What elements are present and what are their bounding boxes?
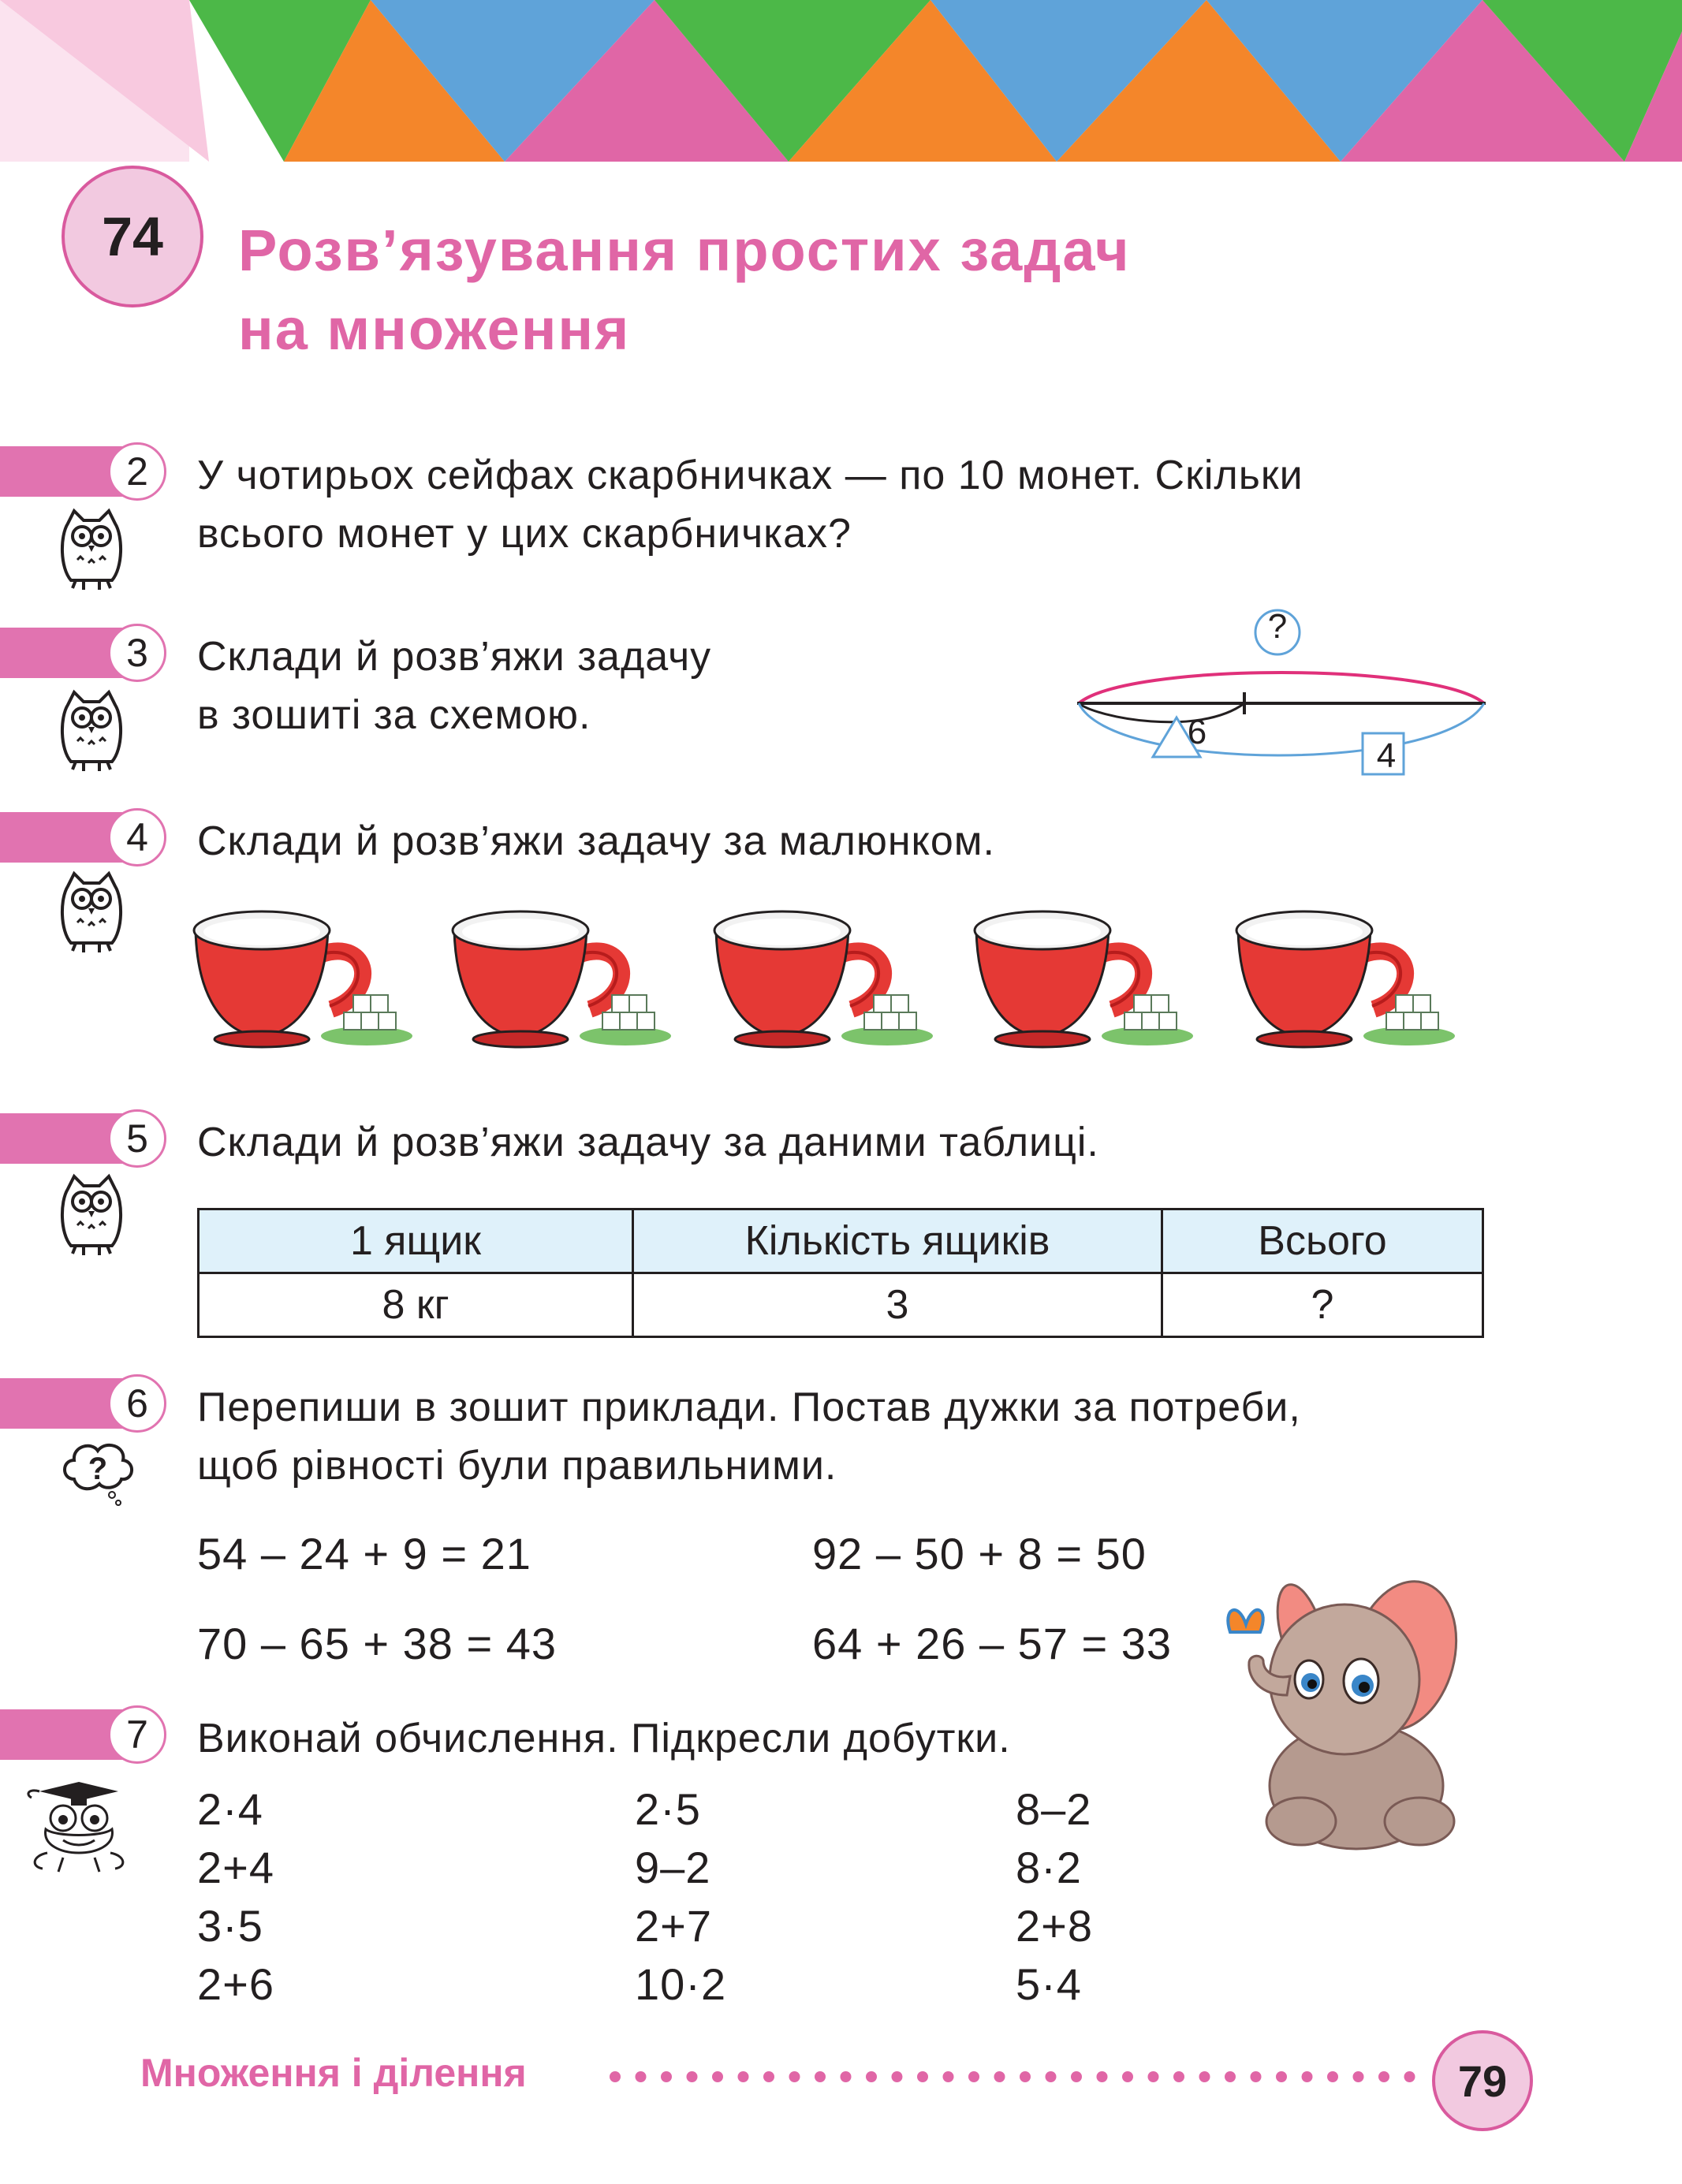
owl-icon	[57, 686, 126, 774]
frog-icon	[24, 1774, 134, 1877]
example-1: 54 – 24 + 9 = 21	[197, 1529, 531, 1578]
owl-icon	[57, 867, 126, 956]
table-cell: 8 кг	[199, 1273, 633, 1337]
top-banner	[0, 0, 1682, 162]
task-2-number: 2	[108, 442, 166, 501]
calc-column-3	[1016, 1780, 1093, 2014]
example-2: 92 – 50 + 8 = 50	[812, 1529, 1147, 1578]
task-7-number: 7	[108, 1705, 166, 1764]
calc-item: 3·5	[197, 1901, 263, 1951]
calc-item: 2+4	[197, 1843, 274, 1892]
owl-icon	[57, 505, 126, 593]
scheme-question: ?	[1267, 607, 1288, 646]
lesson-number-badge: 74	[62, 166, 203, 307]
calc-column-1	[197, 1780, 274, 2014]
task-3-number: 3	[108, 624, 166, 682]
footer-section-title: Множення і ділення	[140, 2051, 527, 2095]
task-6-text: Перепиши в зошит приклади. Постав дужки за потреби, щоб рівності були правильними.	[197, 1385, 1301, 1489]
calc-item: 10·2	[635, 1959, 727, 2009]
table-header: Всього	[1162, 1209, 1483, 1273]
calc-item: 9–2	[635, 1843, 711, 1892]
calc-item: 2+6	[197, 1959, 274, 2009]
example-4: 64 + 26 – 57 = 33	[812, 1619, 1173, 1668]
footer-dots	[607, 2069, 1419, 2085]
example-3: 70 – 65 + 38 = 43	[197, 1619, 558, 1668]
calc-item: 2·4	[197, 1784, 263, 1834]
task-5-text: Склади й розв’яжи задачу за даними таблиці.	[197, 1120, 1099, 1165]
task-5-number: 5	[108, 1109, 166, 1168]
calc-item: 8·2	[1016, 1843, 1082, 1892]
calc-item: 2+8	[1016, 1901, 1093, 1951]
cups-illustration	[189, 907, 1498, 1057]
svg-text:?: ?	[88, 1452, 108, 1486]
task-2-text: У чотирьох сейфах скарбничках — по 10 монет. Скільки всього монет у цих скарбничках?	[197, 453, 1303, 557]
task-6-number: 6	[108, 1374, 166, 1433]
task-7-text: Виконай обчислення. Підкресли добутки.	[197, 1716, 1011, 1761]
page-number: 79	[1432, 2030, 1533, 2131]
elephant-illustration	[1214, 1561, 1498, 1861]
calc-column-2	[635, 1780, 726, 2014]
calc-item: 2+7	[635, 1901, 712, 1951]
table-cell: ?	[1162, 1273, 1483, 1337]
calc-item: 5·4	[1016, 1959, 1082, 2009]
data-table	[197, 1208, 1484, 1338]
task-4-number: 4	[108, 808, 166, 867]
scheme-part2: 4	[1376, 736, 1397, 775]
table-header: 1 ящик	[199, 1209, 633, 1273]
table-header: Кількість ящиків	[633, 1209, 1162, 1273]
calc-item: 8–2	[1016, 1784, 1092, 1834]
task-4-text: Склади й розв’яжи задачу за малюнком.	[197, 818, 995, 864]
scheme-part1: 6	[1187, 713, 1207, 751]
table-cell: 3	[633, 1273, 1162, 1337]
lesson-title: Розв’язування простих задач на множення	[238, 218, 1131, 362]
calc-item: 2·5	[635, 1784, 701, 1834]
task-3-text: Склади й розв’яжи задачу в зошиті за схемою.	[197, 634, 712, 738]
owl-icon	[57, 1170, 126, 1258]
question-cloud-icon	[58, 1435, 137, 1506]
